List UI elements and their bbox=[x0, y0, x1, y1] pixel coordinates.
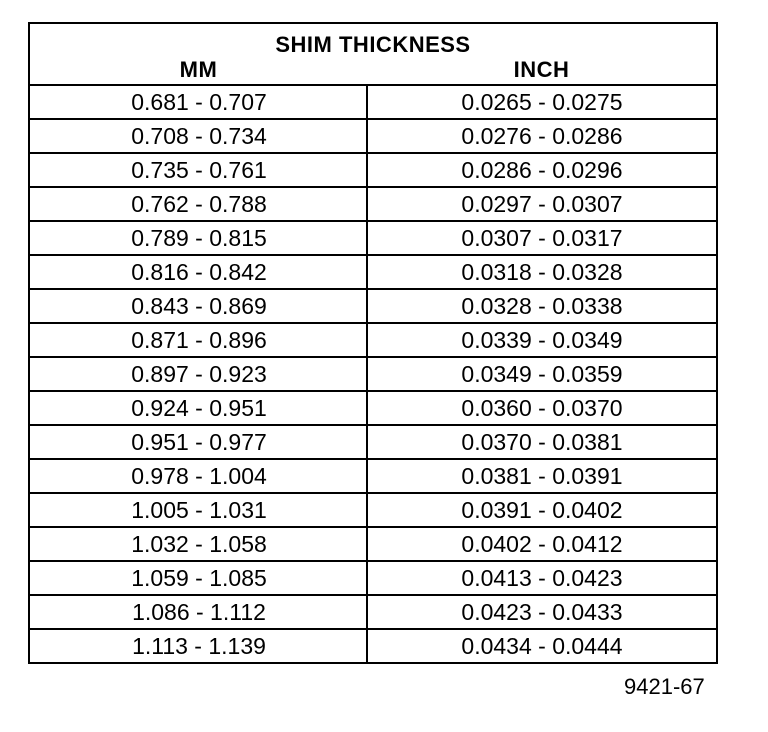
table-row bbox=[30, 358, 716, 392]
table-row bbox=[30, 528, 716, 562]
table-row bbox=[30, 324, 716, 358]
inch-range-cell: 0.0391 - 0.0402 bbox=[461, 497, 623, 523]
table-row bbox=[30, 494, 716, 528]
figure-id: 9421-67 bbox=[624, 674, 705, 699]
table-row bbox=[30, 596, 716, 630]
mm-range-cell: 0.871 - 0.896 bbox=[131, 327, 267, 353]
column-header-mm: MM bbox=[179, 57, 218, 82]
table-row bbox=[30, 154, 716, 188]
shim-thickness-table bbox=[28, 22, 718, 664]
mm-range-cell: 0.789 - 0.815 bbox=[131, 225, 267, 251]
table-row bbox=[30, 120, 716, 154]
table-row bbox=[30, 426, 716, 460]
mm-range-cell: 0.978 - 1.004 bbox=[131, 463, 267, 489]
table-body bbox=[30, 86, 716, 662]
inch-range-cell: 0.0307 - 0.0317 bbox=[461, 225, 623, 251]
table-row bbox=[30, 290, 716, 324]
table-row bbox=[30, 392, 716, 426]
table-row bbox=[30, 630, 716, 662]
inch-range-cell: 0.0339 - 0.0349 bbox=[461, 327, 623, 353]
inch-range-cell: 0.0402 - 0.0412 bbox=[461, 531, 623, 557]
inch-range-cell: 0.0434 - 0.0444 bbox=[461, 633, 623, 659]
table-title: SHIM THICKNESS bbox=[275, 32, 471, 57]
mm-range-cell: 0.762 - 0.788 bbox=[131, 191, 267, 217]
mm-range-cell: 1.005 - 1.031 bbox=[131, 497, 267, 523]
table-row bbox=[30, 562, 716, 596]
table-row bbox=[30, 256, 716, 290]
mm-range-cell: 1.059 - 1.085 bbox=[131, 565, 267, 591]
inch-range-cell: 0.0286 - 0.0296 bbox=[461, 157, 623, 183]
inch-range-cell: 0.0381 - 0.0391 bbox=[461, 463, 623, 489]
table-row bbox=[30, 460, 716, 494]
column-header-inch: INCH bbox=[513, 57, 570, 82]
mm-range-cell: 0.735 - 0.761 bbox=[131, 157, 267, 183]
table-row bbox=[30, 188, 716, 222]
mm-range-cell: 1.113 - 1.139 bbox=[132, 633, 266, 659]
mm-range-cell: 0.951 - 0.977 bbox=[131, 429, 267, 455]
inch-range-cell: 0.0423 - 0.0433 bbox=[461, 599, 623, 625]
table-row bbox=[30, 86, 716, 120]
inch-range-cell: 0.0297 - 0.0307 bbox=[461, 191, 623, 217]
mm-range-cell: 0.897 - 0.923 bbox=[131, 361, 267, 387]
mm-range-cell: 0.708 - 0.734 bbox=[131, 123, 267, 149]
inch-range-cell: 0.0328 - 0.0338 bbox=[461, 293, 623, 319]
mm-range-cell: 1.086 - 1.112 bbox=[132, 599, 266, 625]
inch-range-cell: 0.0370 - 0.0381 bbox=[461, 429, 623, 455]
mm-range-cell: 1.032 - 1.058 bbox=[131, 531, 267, 557]
mm-range-cell: 0.681 - 0.707 bbox=[131, 89, 267, 115]
mm-range-cell: 0.816 - 0.842 bbox=[131, 259, 267, 285]
inch-range-cell: 0.0349 - 0.0359 bbox=[461, 361, 623, 387]
inch-range-cell: 0.0265 - 0.0275 bbox=[461, 89, 623, 115]
inch-range-cell: 0.0360 - 0.0370 bbox=[461, 395, 623, 421]
table-row bbox=[30, 222, 716, 256]
mm-range-cell: 0.924 - 0.951 bbox=[131, 395, 267, 421]
inch-range-cell: 0.0413 - 0.0423 bbox=[461, 565, 623, 591]
inch-range-cell: 0.0318 - 0.0328 bbox=[461, 259, 623, 285]
mm-range-cell: 0.843 - 0.869 bbox=[131, 293, 267, 319]
inch-range-cell: 0.0276 - 0.0286 bbox=[461, 123, 623, 149]
